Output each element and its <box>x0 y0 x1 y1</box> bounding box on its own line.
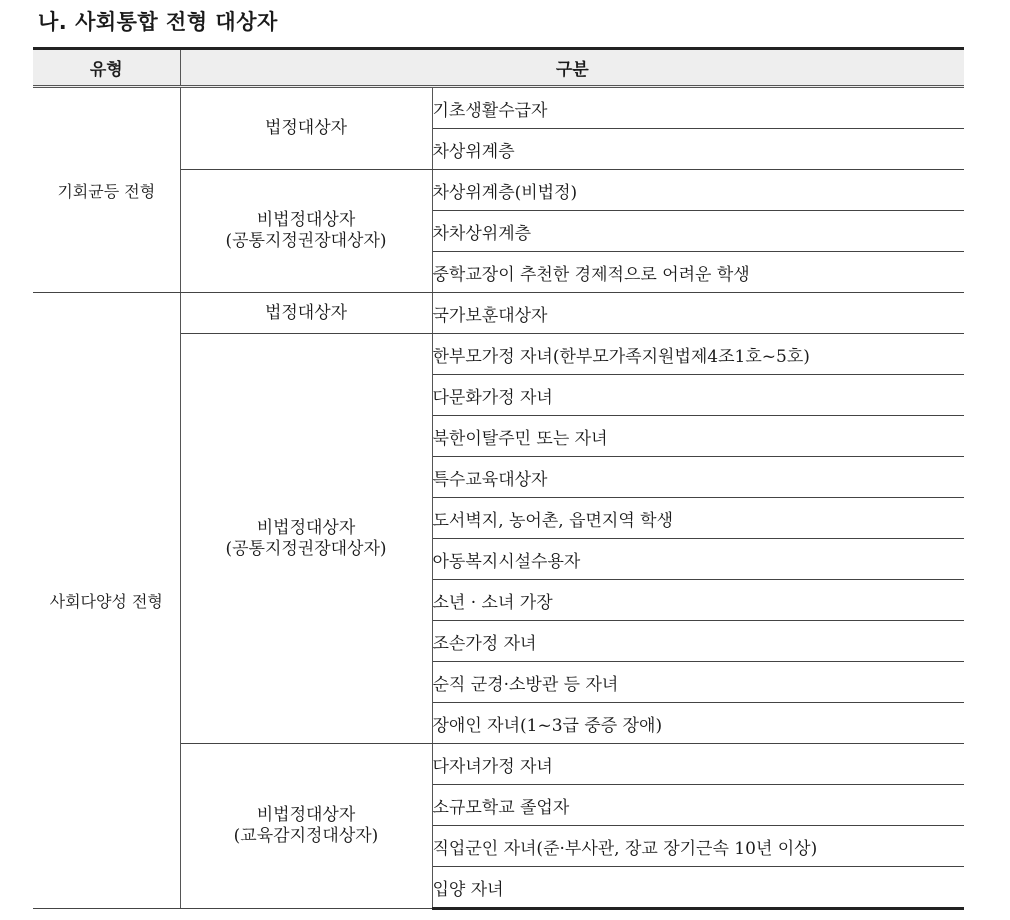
item-cell: 다자녀가정 자녀 <box>432 744 964 785</box>
section-title: 나. 사회통합 전형 대상자 <box>38 10 278 34</box>
item-cell: 한부모가정 자녀(한부모가족지원법제4조1호~5호) <box>432 334 964 375</box>
type-cell: 기회균등 전형 <box>33 87 180 293</box>
table-row <box>33 293 964 334</box>
item-cell: 국가보훈대상자 <box>432 293 964 334</box>
category-label: 법정대상자 <box>264 118 348 138</box>
table-header-row <box>33 49 964 87</box>
category-cell <box>180 334 432 744</box>
type-cell: 사회다양성 전형 <box>33 293 180 909</box>
item-cell: 직업군인 자녀(준·부사관, 장교 장기근속 10년 이상) <box>432 826 964 867</box>
category-label: 비법정대상자 <box>256 805 356 825</box>
item-cell: 입양 자녀 <box>432 867 964 909</box>
item-cell: 특수교육대상자 <box>432 457 964 498</box>
item-cell: 다문화가정 자녀 <box>432 375 964 416</box>
category-cell <box>180 170 432 293</box>
item-cell: 차차상위계층 <box>432 211 964 252</box>
item-cell: 아동복지시설수용자 <box>432 539 964 580</box>
item-cell: 북한이탈주민 또는 자녀 <box>432 416 964 457</box>
category-cell <box>180 293 432 334</box>
item-cell: 소규모학교 졸업자 <box>432 785 964 826</box>
header-type: 유형 <box>33 49 180 87</box>
item-cell: 중학교장이 추천한 경제적으로 어려운 학생 <box>432 252 964 293</box>
item-cell: 장애인 자녀(1~3급 중증 장애) <box>432 703 964 744</box>
header-division: 구분 <box>180 49 964 87</box>
category-sublabel: (공통지정권장대상자) <box>225 538 387 559</box>
category-cell <box>180 87 432 170</box>
category-label: 법정대상자 <box>264 302 348 323</box>
item-cell: 기초생활수급자 <box>432 87 964 129</box>
eligibility-table <box>33 47 964 910</box>
item-cell: 차상위계층 <box>432 129 964 170</box>
category-sublabel: (공통지정권장대상자) <box>225 231 387 251</box>
category-cell <box>180 744 432 909</box>
category-label: 비법정대상자 <box>256 517 356 538</box>
item-cell: 도서벽지, 농어촌, 읍면지역 학생 <box>432 498 964 539</box>
category-sublabel: (교육감지정대상자) <box>233 826 379 846</box>
category-label: 비법정대상자 <box>256 210 356 230</box>
item-cell: 차상위계층(비법정) <box>432 170 964 211</box>
item-cell: 조손가정 자녀 <box>432 621 964 662</box>
item-cell: 소년 · 소녀 가장 <box>432 580 964 621</box>
item-cell: 순직 군경·소방관 등 자녀 <box>432 662 964 703</box>
table-row <box>33 87 964 129</box>
